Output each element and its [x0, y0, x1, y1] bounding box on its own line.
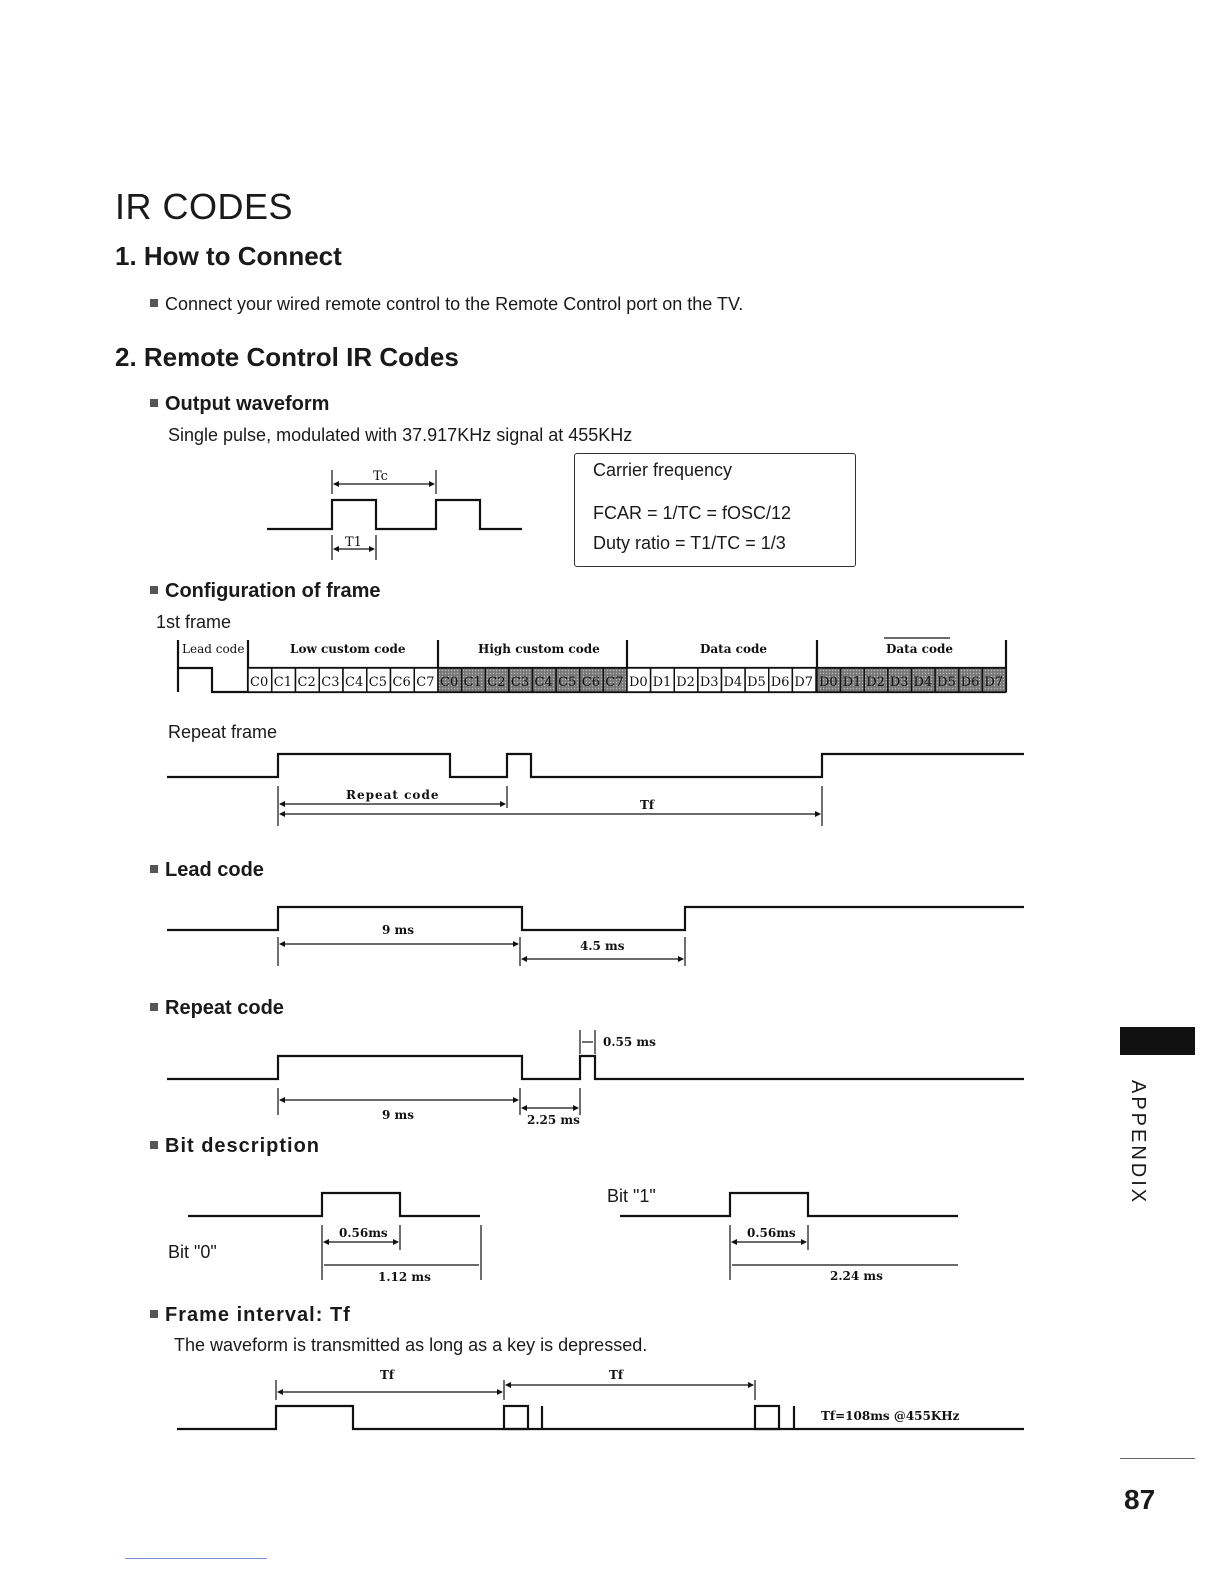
frame-config-heading: Configuration of frame: [150, 580, 381, 603]
data-code-label: Data code: [700, 642, 768, 656]
bit-label-d-inv-4: D4: [913, 675, 933, 690]
bit-label-c-inv-2: C2: [487, 675, 506, 690]
repeat-code-span-label: Repeat code: [346, 788, 440, 802]
lead-4-5ms-label: 4.5 ms: [580, 939, 625, 953]
bit-label-c-inv-5: C5: [558, 675, 577, 690]
bit-label-d-inv-1: D1: [842, 675, 862, 690]
repeat-code-heading: Repeat code: [150, 997, 284, 1020]
carrier-title: Carrier frequency: [593, 460, 733, 480]
section-heading-connect: 1. How to Connect: [115, 241, 342, 271]
bit1-diagram: [620, 1193, 958, 1283]
output-waveform-diagram: [267, 469, 522, 560]
high-custom-code-label: High custom code: [478, 642, 600, 656]
repeat-frame-label: Repeat frame: [168, 722, 278, 742]
lead-9ms-label: 9 ms: [382, 923, 414, 937]
lead-code-diagram: [167, 907, 1024, 966]
bit-label-d-inv-5: D5: [937, 675, 956, 690]
bit-label-d-inv-6: D6: [960, 675, 980, 690]
bit-label-c-3: C3: [321, 675, 340, 690]
bit0-1-12ms-label: 1.12 ms: [378, 1270, 431, 1284]
frame-interval-heading: Frame interval: Tf: [150, 1304, 351, 1327]
lead-code-heading: Lead code: [150, 859, 264, 882]
footer-rule: [1120, 1458, 1195, 1459]
bit-label-d-2: D2: [676, 675, 695, 690]
bit-label-c-inv-4: C4: [534, 675, 553, 690]
fcar-formula: FCAR = 1/TC = fOSC/12: [593, 503, 792, 523]
first-frame-label: 1st frame: [156, 612, 232, 632]
interval-tf1-label: Tf: [380, 1368, 395, 1382]
output-waveform-desc: Single pulse, modulated with 37.917KHz signal at 455KHz: [168, 425, 633, 445]
bit-label-d-inv-7: D7: [984, 675, 1004, 690]
bit-label-c-inv-6: C6: [581, 675, 600, 690]
tf-span-label: Tf: [640, 798, 655, 812]
bit-label-d-7: D7: [794, 675, 814, 690]
repeat-code-diagram: [167, 1030, 1024, 1127]
section-heading-ir-codes: 2. Remote Control IR Codes: [115, 342, 459, 372]
appendix-tab-marker: [1120, 1027, 1195, 1055]
bit0-label: Bit "0": [168, 1242, 217, 1262]
bit0-diagram: [188, 1193, 481, 1284]
bit0-0-56ms-label: 0.56ms: [339, 1226, 388, 1240]
repeat-frame-diagram: [167, 754, 1024, 826]
bit-label-d-0: D0: [629, 675, 648, 690]
bit1-2-24ms-label: 2.24 ms: [830, 1269, 883, 1283]
footer-link-underline: [125, 1558, 267, 1559]
frame-interval-desc: The waveform is transmitted as long as a key is depressed.: [174, 1335, 648, 1355]
inverted-data-code-label: Data code: [886, 642, 954, 656]
interval-tf2-label: Tf: [609, 1368, 624, 1382]
output-waveform-heading: Output waveform: [150, 393, 329, 416]
connect-instruction: Connect your wired remote control to the Remote Control port on the TV.: [150, 294, 743, 315]
bit-description-heading: Bit description: [150, 1135, 320, 1158]
frame-interval-diagram: [177, 1368, 1024, 1429]
bit-label-d-1: D1: [652, 675, 672, 690]
bit-label-c-inv-1: C1: [463, 675, 482, 690]
bit-label-d-inv-3: D3: [889, 675, 909, 690]
repeat-2-25ms-label: 2.25 ms: [527, 1113, 580, 1127]
bit-label-d-3: D3: [699, 675, 719, 690]
bit-label-d-5: D5: [747, 675, 766, 690]
interval-note: Tf=108ms @455KHz: [821, 1409, 960, 1423]
bit-label-c-6: C6: [392, 675, 411, 690]
repeat-9ms-label: 9 ms: [382, 1108, 414, 1122]
bit-label-c-1: C1: [273, 675, 292, 690]
page-title: IR CODES: [115, 186, 294, 227]
bit-label-d-inv-2: D2: [866, 675, 885, 690]
bit-label-c-inv-7: C7: [605, 675, 624, 690]
appendix-side-label: APPENDIX: [1127, 1080, 1149, 1206]
bit-cells: [248, 668, 1006, 692]
low-custom-code-label: Low custom code: [290, 642, 406, 656]
frame-config-diagram: [178, 638, 1006, 692]
bit1-label: Bit "1": [607, 1186, 656, 1206]
repeat-0-55ms-label: 0.55 ms: [603, 1035, 656, 1049]
lead-code-label: Lead code: [182, 642, 245, 656]
page-number: 87: [1124, 1484, 1156, 1515]
bit-label-c-4: C4: [345, 675, 364, 690]
bit1-0-56ms-label: 0.56ms: [747, 1226, 796, 1240]
bit-label-d-4: D4: [723, 675, 743, 690]
bit-label-d-6: D6: [770, 675, 790, 690]
duty-ratio-formula: Duty ratio = T1/TC = 1/3: [593, 533, 786, 553]
t1-label: T1: [345, 535, 362, 550]
bit-label-c-inv-3: C3: [510, 675, 530, 690]
bit-label-c-5: C5: [368, 675, 387, 690]
bit-label-c-inv-0: C0: [440, 675, 459, 690]
bit-label-c-7: C7: [416, 675, 435, 690]
bit-label-c-2: C2: [297, 675, 316, 690]
tc-label: Tc: [373, 469, 388, 484]
bit-label-c-0: C0: [250, 675, 269, 690]
bit-label-d-inv-0: D0: [819, 675, 838, 690]
